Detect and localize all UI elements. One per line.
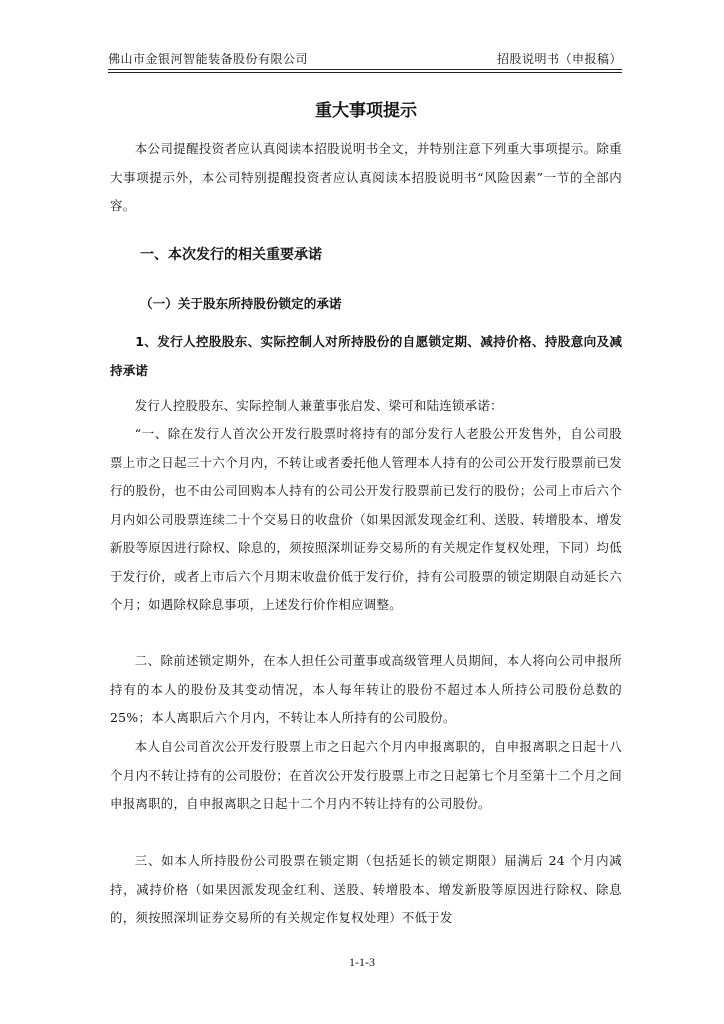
commitment-two-paragraph: 二、除前述锁定期外，在本人担任公司董事或高级管理人员期间，本人将向公司申报所持有的本人的股份及其变动情况，本人每年转让的股份不超过本人所持公司股份总数的25%；本人离职后六个月内，不转让本人所持有的公司股份。 (110, 653, 622, 725)
page-title: 重大事项提示 (315, 101, 417, 121)
page-number: 1-1-3 (349, 955, 375, 969)
commitment-two-continued-paragraph: 本人自公司首次公开发行股票上市之日起六个月内申报离职的，自申报离职之日起十八个月内不转让持有的公司股份；在首次公开发行股票上市之日起第七个月至第十二个月之间申报离职的，自申报离职之日起十二个月内不转让持有的公司股份。 (110, 739, 622, 811)
item-heading: 1、发行人控股股东、实际控制人对所持股份的自愿锁定期、减持价格、持股意向及减持承诺 (110, 334, 622, 378)
commitment-one-paragraph: “一、除在发行人首次公开发行股票时将持有的部分发行人老股公开发售外，自公司股票上市之日起三十六个月内，不转让或者委托他人管理本人持有的公司公开发行股票前已发行的股份，也不由公司回购本人持有的公司公开发行股票前已发行的股份；公司上市后六个月内如公司股票连续二十个交易日的收盘价（如果因派发现金红利、送股、转增股本、增发新股等原因进行除权、除息的，须按照深圳证券交易所的有关规定作复权处理，下同）均低于发行价，或者上市后六个月期末收盘价低于发行价，持有公司股票的锁定期限自动延长六个月；如遇除权除息事项，上述发行价作相应调整。 (110, 426, 622, 612)
header-rule (108, 69, 622, 70)
commitment-three-paragraph: 三、如本人所持股份公司股票在锁定期（包括延长的锁定期限）届满后 24 个月内减持，减持价格（如果因派发现金红利、送股、转增股本、增发新股等原因进行除权、除息的，须按照深圳证券交易所的有关规定作复权处理）不低于发 (110, 853, 622, 925)
intro-paragraph: 本公司提醒投资者应认真阅读本招股说明书全文，并特别注意下列重大事项提示。除重大事项提示外，本公司特别提醒投资者应认真阅读本招股说明书“风险因素”一节的全部内容。 (110, 141, 622, 213)
header-company-name: 佛山市金银河智能装备股份有限公司 (108, 52, 309, 66)
header-document-type: 招股说明书（申报稿） (496, 52, 622, 66)
section-heading: 一、本次发行的相关重要承诺 (140, 247, 322, 263)
subsection-heading: （一）关于股东所持股份锁定的承诺 (140, 296, 342, 311)
promisors-paragraph: 发行人控股股东、实际控制人兼董事张启发、梁可和陆连锁承诺： (134, 398, 503, 413)
header-rule-secondary (108, 72, 622, 73)
